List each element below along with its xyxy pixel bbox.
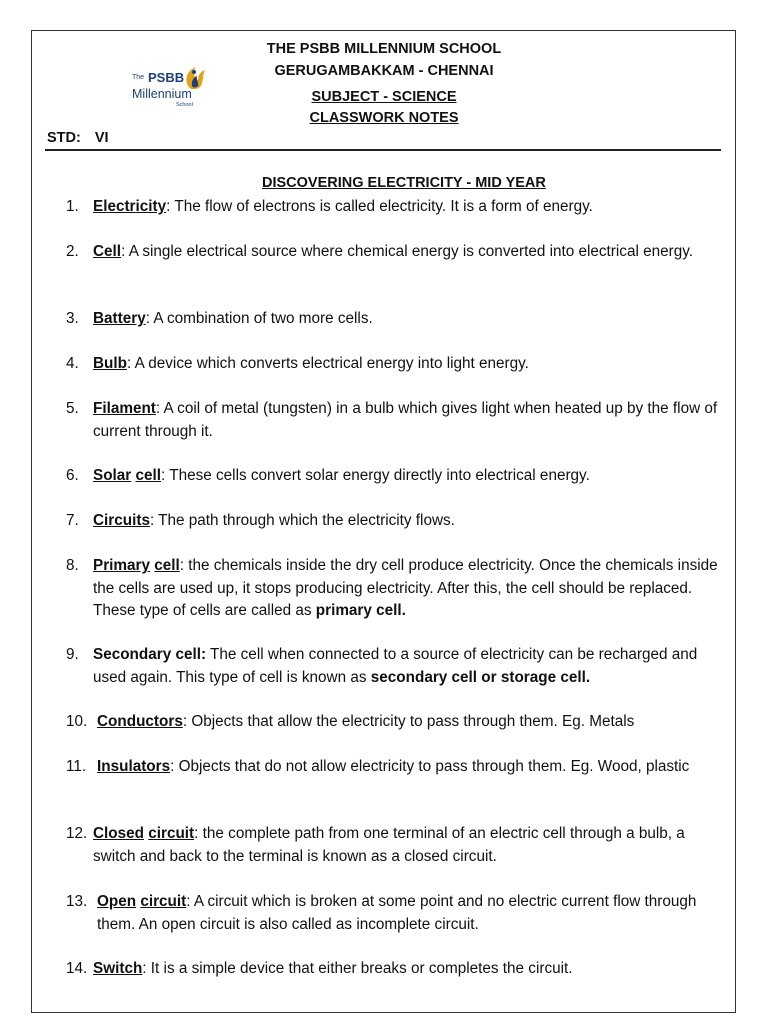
list-item xyxy=(66,308,726,331)
item-number: 3. xyxy=(66,310,79,327)
list-item xyxy=(66,891,726,936)
notes-type: CLASSWORK NOTES xyxy=(309,110,459,126)
list-item xyxy=(66,398,726,443)
item-term-2: cell xyxy=(154,557,180,574)
item-number: 4. xyxy=(66,355,79,372)
item-text: : These cells convert solar energy directly into electrical energy. xyxy=(161,467,590,484)
item-term: Cell xyxy=(93,243,122,260)
item-text: : The path through which the electricity flows. xyxy=(149,512,455,529)
item-number: 13. xyxy=(66,893,88,910)
item-text: : The flow of electrons is called electricity. It is a form of energy. xyxy=(166,198,593,215)
item-number: 14. xyxy=(66,960,88,977)
logo-sub-text: School xyxy=(176,102,193,108)
list-item xyxy=(66,555,726,623)
item-term: Conductors xyxy=(97,713,183,730)
item-emphasis: secondary cell or storage cell. xyxy=(370,668,591,686)
list-item xyxy=(66,756,726,779)
item-term: Closed xyxy=(93,825,144,842)
item-term: Filament xyxy=(93,400,156,417)
item-text: : Objects that allow the electricity to pass through them. Eg. Metals xyxy=(182,713,635,730)
logo-name-text: Millennium xyxy=(132,87,192,101)
std-label: STD: xyxy=(47,130,81,146)
item-term-2: circuit xyxy=(140,893,187,910)
logo-flame-icon xyxy=(186,67,205,89)
item-text: : It is a simple device that either breaks or completes the circuit. xyxy=(142,960,573,977)
item-text: : the chemicals inside the dry cell produce electricity. Once the chemicals inside the cells are used up, it stops producing electricity. After this, the cell should be replaced. These type of cells are called as xyxy=(93,557,718,619)
item-term: Switch xyxy=(93,960,143,977)
item-term: Primary xyxy=(93,557,150,574)
subject-line: SUBJECT - SCIENCE xyxy=(311,89,457,105)
item-number: 1. xyxy=(66,198,79,215)
item-term: Bulb xyxy=(93,355,127,372)
item-text: : A circuit which is broken at some point and no electric current flow through them. An open circuit is also called as incomplete circuit. xyxy=(97,893,697,933)
item-number: 2. xyxy=(66,243,79,260)
standard-row xyxy=(47,130,109,146)
item-number: 5. xyxy=(66,400,79,417)
item-term: Electricity xyxy=(93,198,167,215)
logo-brand-text: PSBB xyxy=(148,70,185,85)
item-number: 10. xyxy=(66,713,88,730)
item-text: : Objects that do not allow electricity to pass through them. Eg. Wood, plastic xyxy=(170,758,690,775)
item-term: Circuits xyxy=(93,512,150,529)
list-item xyxy=(66,353,726,376)
list-item xyxy=(66,823,726,868)
item-text: The cell when connected to a source of electricity can be recharged and used again. This type of cell is known as xyxy=(93,646,698,686)
list-item xyxy=(66,196,726,219)
section-title: DISCOVERING ELECTRICITY - MID YEAR xyxy=(262,175,546,191)
logo-the-text: The xyxy=(132,74,145,81)
item-term: Solar xyxy=(93,467,132,484)
list-item xyxy=(66,711,726,734)
item-text: : A device which converts electrical energy into light energy. xyxy=(127,355,529,372)
item-number: 9. xyxy=(66,646,79,663)
item-term: Battery xyxy=(93,310,146,327)
list-item xyxy=(66,241,726,264)
std-value: VI xyxy=(94,130,109,146)
item-text: : A single electrical source where chemical energy is converted into electrical energy. xyxy=(121,243,693,260)
school-location: GERUGAMBAKKAM - CHENNAI xyxy=(274,63,494,79)
item-term-2: cell xyxy=(135,467,162,484)
item-number: 11. xyxy=(66,758,87,775)
list-item xyxy=(66,510,726,533)
item-term: Open xyxy=(97,893,137,910)
item-emphasis: primary cell. xyxy=(315,602,406,619)
list-item xyxy=(66,644,726,689)
item-number: 12. xyxy=(66,825,88,842)
item-number: 8. xyxy=(66,557,79,574)
item-term-2: circuit xyxy=(148,825,195,842)
list-item xyxy=(66,958,726,981)
item-text: : A coil of metal (tungsten) in a bulb which gives light when heated up by the flow of current through it. xyxy=(93,400,718,440)
item-text: : A combination of two more cells. xyxy=(145,310,373,327)
item-text: : the complete path from one terminal of an electric cell through a bulb, a switch and back to the terminal is known as a closed circuit. xyxy=(93,825,685,865)
item-number: 6. xyxy=(66,467,79,484)
item-term: Insulators xyxy=(97,758,171,775)
header-divider xyxy=(45,149,721,151)
list-item xyxy=(66,465,726,488)
item-number: 7. xyxy=(66,512,79,529)
item-term: Secondary cell: xyxy=(93,646,207,663)
school-name: THE PSBB MILLENNIUM SCHOOL xyxy=(266,41,502,57)
school-logo xyxy=(128,62,214,108)
